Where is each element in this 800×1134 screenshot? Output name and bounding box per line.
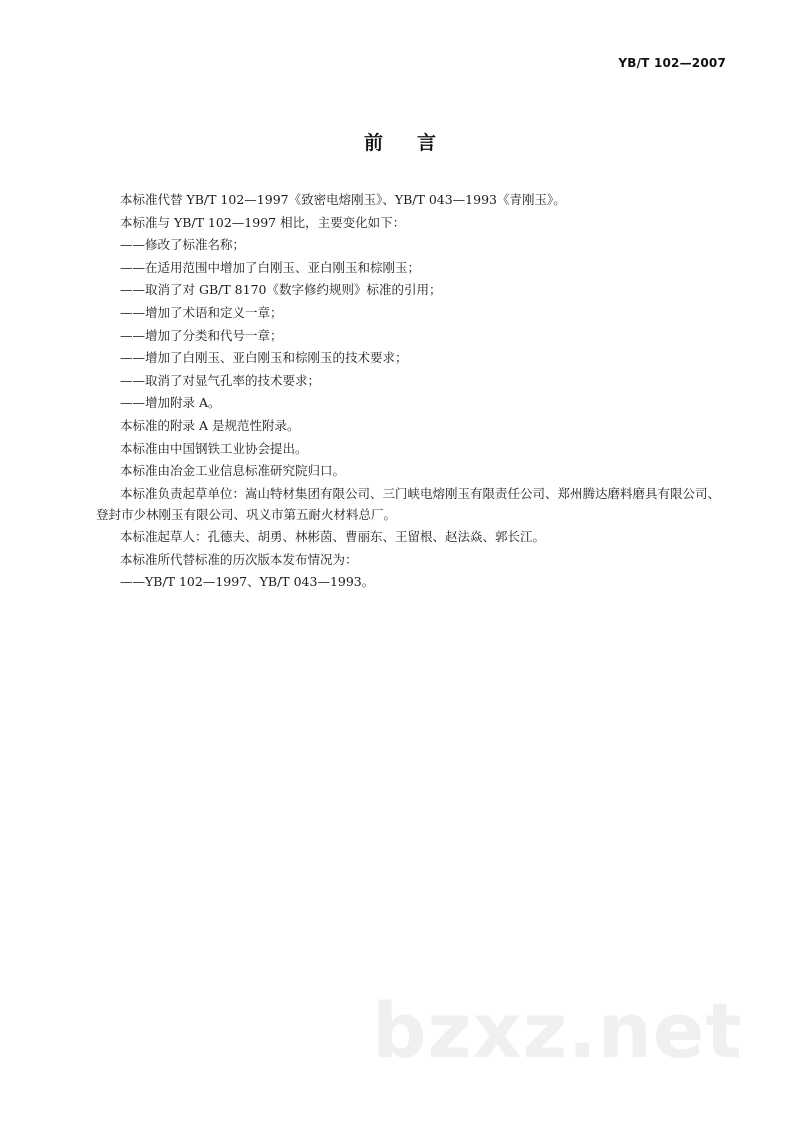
- watermark: bzxz.net: [372, 986, 743, 1075]
- list-item: ——在适用范围中增加了白刚玉、亚白刚玉和棕刚玉；: [120, 259, 421, 275]
- list-item: ——增加附录 A。: [120, 395, 221, 411]
- list-item: ——取消了对显气孔率的技术要求；: [120, 372, 321, 388]
- paragraph: 本标准起草人：孔德夫、胡勇、林彬茵、曹丽东、王留根、赵法焱、郭长江。: [120, 528, 546, 544]
- paragraph: 本标准所代替标准的历次版本发布情况为：: [120, 551, 358, 567]
- list-item: ——增加了术语和定义一章；: [120, 304, 283, 320]
- paragraph: 本标准代替 YB/T 102—1997《致密电熔刚玉》、YB/T 043—1993《青刚玉》。: [120, 192, 566, 207]
- paragraph: 本标准由中国钢铁工业协会提出。: [120, 440, 308, 456]
- list-item: ——YB/T 102—1997、YB/T 043—1993。: [120, 574, 375, 590]
- paragraph: 本标准负责起草单位：嵩山特材集团有限公司、三门峡电熔刚玉有限责任公司、郑州腾达磨料磨具有限公司、登封市少林刚玉有限公司、巩义市第五耐火材料总厂。: [96, 485, 721, 523]
- paragraph: 本标准的附录 A 是规范性附录。: [120, 417, 300, 433]
- page-title: 前言: [363, 132, 470, 154]
- foreword-body: [96, 189, 728, 594]
- list-item: ——增加了分类和代号一章；: [120, 327, 283, 343]
- list-item: ——取消了对 GB/T 8170《数字修约规则》标准的引用；: [120, 282, 442, 298]
- paragraph: 本标准与 YB/T 102—1997 相比，主要变化如下：: [120, 214, 406, 230]
- standard-code: YB/T 102—2007: [618, 56, 726, 70]
- list-item: ——增加了白刚玉、亚白刚玉和棕刚玉的技术要求；: [120, 350, 408, 366]
- list-item: ——修改了标准名称；: [120, 237, 246, 253]
- paragraph: 本标准由冶金工业信息标准研究院归口。: [120, 463, 346, 479]
